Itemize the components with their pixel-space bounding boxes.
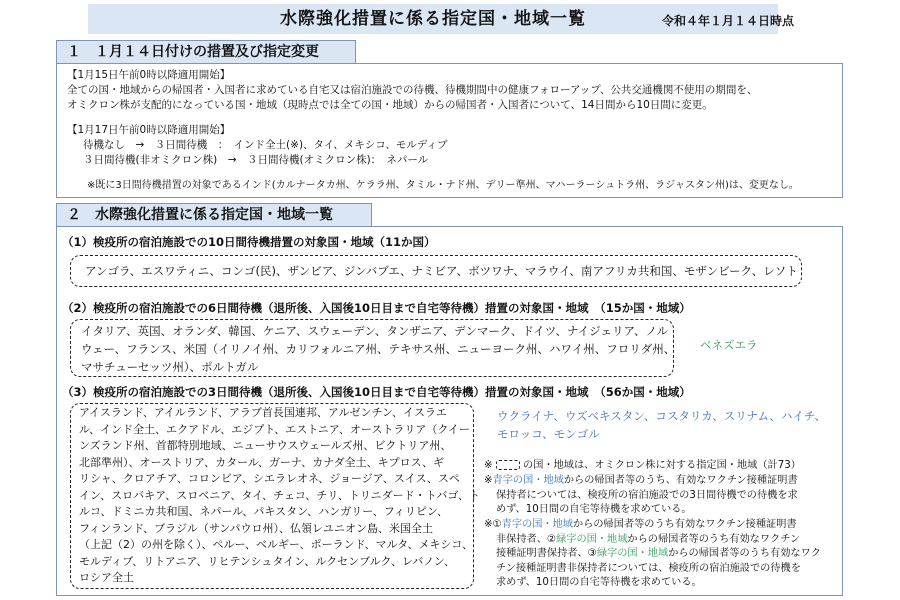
section1-box	[56, 63, 843, 198]
sub2-countries-line: ウェー、フランス、米国（イリノイ州、カリフォルニア州、テキサス州、ニューヨーク州、ハワイ州、フロリダ州、	[81, 342, 676, 356]
note-1-prefix: ※	[484, 460, 493, 471]
sub3-countries-line: ルコ、ドミニカ共和国、ネパール、パキスタン、ハンガリー、フィリピン、	[79, 505, 449, 518]
s1-line: 全ての国・地域からの帰国者・入国者に求めている自宅又は宿泊施設での待機、待機期間中の健康フォローアップ、公共交通機関不使用の期間を、	[67, 84, 758, 96]
page-title: 水際強化措置に係る指定国・地域一覧	[88, 4, 778, 34]
note-3-line3-b: からの帰国者等のうち有効なワク	[668, 548, 821, 559]
note-3-line3-a: 接種証明書保持者、③	[496, 548, 597, 559]
sub3-countries-line: リシャ、クロアチア、コロンビア、シエラレオネ、ジョージア、スイス、スペ	[79, 472, 460, 485]
note-3-rest: からの帰国者等のうち有効なワクチン接種証明書	[572, 519, 797, 530]
sub3-country-box	[70, 403, 480, 589]
sub3-blue-countries-line: モロッコ、モンゴル	[497, 427, 600, 441]
note-3-line2	[496, 533, 800, 548]
sub2-countries-line: マサチューセッツ州）、ポルトガル	[81, 360, 259, 374]
s1-line: ※既に3日間待機措置の対象であるインド(カルナータカ州、ケララ州、タミル・ナド州、デリー準州、マハーラーシュトラ州、ラジャスタン州)は、変更なし。	[87, 180, 799, 191]
sub3-countries-line: ンズランド州、首都特別地域、ニューサウスウェールズ州、ビクトリア州、	[79, 439, 452, 452]
note-3-blue: 青字の国・地域	[501, 519, 573, 530]
note-2-line2: 保持者については、検疫所の宿泊施設での3日間待機での待機を求	[496, 489, 798, 501]
s1-line: 【1月15日午前0時以降適用開始】	[67, 69, 231, 81]
note-3-line2-a: 非保持者、②	[496, 533, 557, 545]
sub3-countries-line: ル、インド全土、エクアドル、エジプト、エストニア、オーストラリア（クイー	[79, 422, 470, 436]
sub3-title: （3）検疫所の宿泊施設での3日間待機（退所後、入国後10日目まで自宅等待機）措置の対象国・地域 （56か国・地域）	[62, 385, 691, 399]
sub2-green-country: ベネズエラ	[700, 338, 758, 352]
note-2-rest: からの帰国者等のうち、有効なワクチン接種証明書	[563, 475, 798, 486]
note-2-prefix: ※	[484, 475, 493, 486]
section1-heading: １ １月１４日付けの措置及び指定変更	[56, 40, 356, 64]
s1-line: ３日間待機(非オミクロン株) → ３日間待機(オミクロン株)： ネパール	[83, 154, 429, 166]
note-3-green-2: 緑字の国・地域	[596, 548, 669, 559]
note-3-line2-b: からの帰国者等のうち有効なワクチン	[627, 533, 801, 545]
note-2-blue: 青字の国・地域	[492, 475, 564, 486]
sub1-countries: アンゴラ、エスワティニ、コンゴ(民)、ザンビア、ジンバブエ、ナミビア、ボツワナ、マラウイ、南アフリカ共和国、モザンビーク、レソト	[85, 264, 798, 278]
note-2	[484, 474, 798, 489]
sub3-countries-line: フィンランド、ブラジル（サンパウロ州）、仏領レユニオン島、米国全土	[79, 521, 434, 535]
sub2-countries-line: イタリア、英国、オランダ、韓国、ケニア、スウェーデン、タンザニア、デンマーク、ドイツ、ナイジェリア、ノル	[81, 324, 669, 338]
note-3-line4: チン接種証明書非保持者については、検疫所の宿泊施設での待機を	[496, 562, 801, 574]
sub3-blue-countries-line: ウクライナ、ウズベキスタン、コスタリカ、スリナム、ハイチ、	[497, 409, 827, 423]
s1-line: オミクロン株が支配的になっている国・地域（現時点では全ての国・地域）からの帰国者・入国者について、14日間から10日間に変更。	[67, 99, 713, 111]
s1-line: 【1月17日午前0時以降適用開始】	[67, 124, 231, 136]
note-1-text: の国・地域は、オミクロン株に対する指定国・地域（計73）	[523, 460, 801, 471]
sub2-country-box	[70, 319, 674, 377]
sub3-countries-line: モルディブ、リトアニア、リヒテンシュタイン、ルクセンブルク、レバノン、	[79, 554, 455, 568]
note-3	[484, 518, 797, 533]
sub3-countries-line: ロシア全土	[79, 571, 134, 584]
note-3-line3	[496, 547, 821, 562]
sub3-countries-line: イン、スロバキア、スロベニア、タイ、チェコ、チリ、トリニダード・トバゴ、ト	[79, 488, 480, 502]
sub3-countries-line: 北部準州）、オーストリア、カタール、ガーナ、カナダ全土、キプロス、ギ	[79, 455, 444, 469]
note-3-green-1: 緑字の国・地域	[556, 533, 628, 545]
note-1	[484, 459, 801, 474]
note-2-line3: めず、10日間の自宅等待機を求めている。	[496, 504, 692, 515]
sub3-countries-line: アイスランド、アイルランド、アラブ首長国連邦、アルゼンチン、イスラエ	[79, 406, 447, 419]
dashed-box-legend-icon	[496, 460, 520, 470]
sub1-country-box	[70, 255, 802, 287]
s1-line: 待機なし → ３日間待機 ： インド全土(※)、タイ、メキシコ、モルディブ	[83, 139, 448, 151]
note-3-prefix: ※①	[484, 519, 502, 530]
note-3-line5: 求めず、10日間の自宅等待機を求めている。	[496, 577, 702, 588]
sub1-title: （1）検疫所の宿泊施設での10日間待機措置の対象国・地域（11か国）	[62, 235, 436, 249]
section2-heading: ２ 水際強化措置に係る指定国・地域一覧	[56, 203, 372, 227]
sub3-countries-line: （上記（2）の州を除く）、ペルー、ベルギー、ポーランド、マルタ、メキシコ、	[79, 538, 473, 551]
as-of-date: 令和４年１月１４日時点	[662, 14, 795, 28]
sub2-title: （2）検疫所の宿泊施設での6日間待機（退所後、入国後10日目まで自宅等待機）措置の対象国・地域 （15か国・地域）	[62, 301, 691, 315]
